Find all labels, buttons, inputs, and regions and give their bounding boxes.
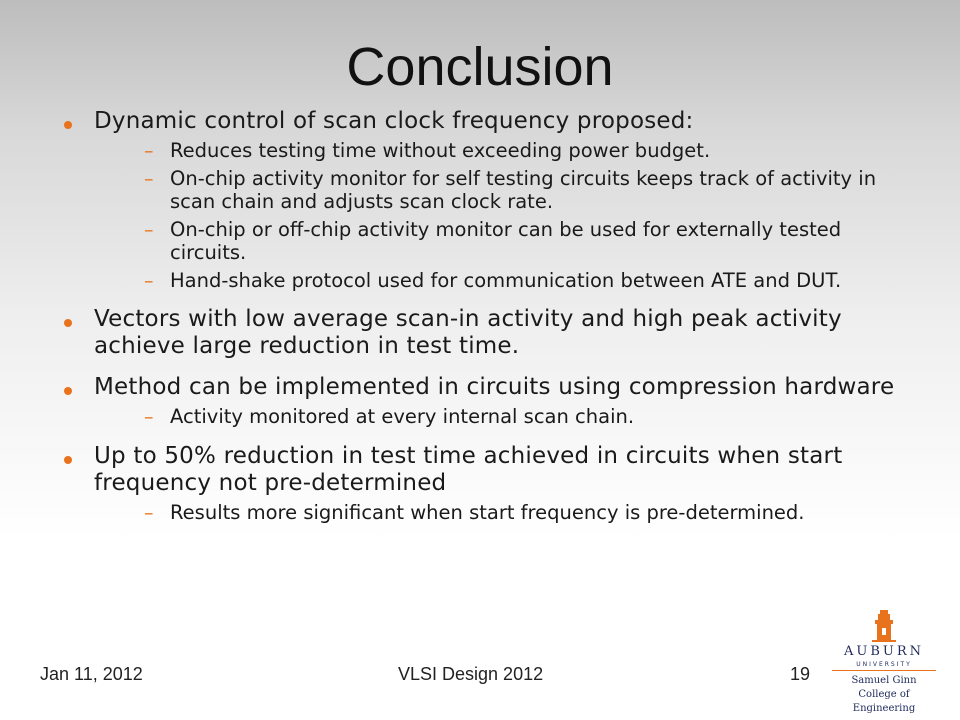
sub-bullet-text: Results more significant when start frequency is pre-determined. <box>170 500 805 524</box>
sub-bullet-item <box>94 139 900 163</box>
sub-bullet-item <box>94 167 900 214</box>
bullet-text: Vectors with low average scan-in activity and high peak activity achieve large reduction in test time. <box>94 306 842 359</box>
footer-date: Jan 11, 2012 <box>40 664 143 684</box>
sub-bullet-text: On-chip or off-chip activity monitor can be used for externally tested circuits. <box>170 217 842 264</box>
college-line-2: College of Engineering <box>852 689 916 714</box>
sub-bullet-item <box>94 501 900 525</box>
bullet-dot-icon <box>64 456 72 464</box>
slide-title: Conclusion <box>346 37 614 97</box>
sub-bullet-text: On-chip activity monitor for self testing circuits keeps track of activity in scan chain and adjusts scan clock rate. <box>170 166 877 213</box>
tower-icon <box>864 608 904 642</box>
dash-icon: – <box>144 269 154 292</box>
dash-icon: – <box>144 501 154 524</box>
bullet-text: Method can be implemented in circuits using compression hardware <box>94 374 895 400</box>
sub-bullet-text: Hand-shake protocol used for communication between ATE and DUT. <box>170 268 842 292</box>
bullet-item <box>60 306 900 360</box>
sub-bullet-item <box>94 269 900 293</box>
bullet-text: Up to 50% reduction in test time achieved in circuits when start frequency not pre-determined <box>94 442 843 496</box>
bullet-item <box>60 108 900 292</box>
footer-event: VLSI Design 2012 <box>398 664 544 684</box>
dash-icon: – <box>144 140 154 162</box>
dash-icon: – <box>144 406 154 428</box>
bullet-item <box>60 374 900 429</box>
bullet-dot-icon <box>64 121 72 129</box>
sub-bullet-item <box>94 405 900 429</box>
university-sub: UNIVERSITY <box>856 661 912 668</box>
college-name <box>826 674 942 716</box>
college-line-1: Samuel Ginn <box>851 675 917 686</box>
sub-bullet-text: Activity monitored at every internal scan chain. <box>170 405 635 428</box>
dash-icon: – <box>144 218 154 241</box>
sub-bullet-item <box>94 218 900 265</box>
logo-divider <box>832 670 936 671</box>
bullet-dot-icon <box>64 319 72 327</box>
bullet-text: Dynamic control of scan clock frequency proposed: <box>94 108 694 134</box>
slide-content <box>60 108 900 538</box>
dash-icon: – <box>144 167 154 190</box>
auburn-logo <box>826 608 942 714</box>
bullet-item <box>60 443 900 525</box>
page-number: 19 <box>790 664 811 684</box>
university-name: AUBURN <box>843 644 925 659</box>
sub-bullet-text: Reduces testing time without exceeding power budget. <box>170 139 711 162</box>
bullet-dot-icon <box>64 387 72 395</box>
